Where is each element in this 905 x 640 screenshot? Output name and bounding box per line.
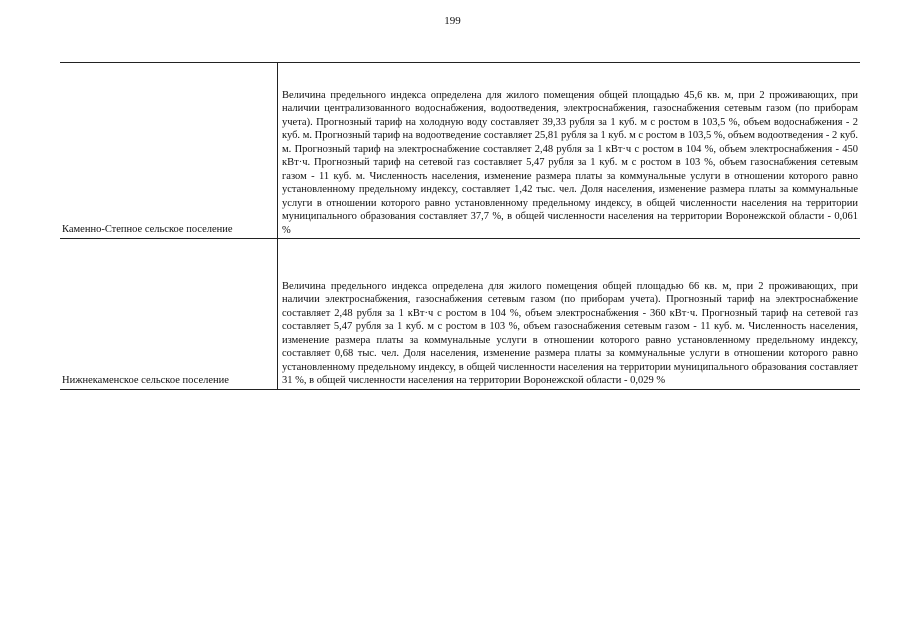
settlement-name-cell <box>60 239 277 389</box>
table-row <box>60 239 860 390</box>
table-row <box>60 63 860 239</box>
index-description-cell: Величина предельного индекса определена для жилого помещения общей площадью 66 кв. м, при 2 проживающих, при наличии электроснабжения, газоснабжения сетевым газом (по приборам учета). Прогнозный тариф на электроснабжение составляет 2,48 рубля за 1 кВт·ч с ростом в 104 %, объем электроснабжения - 360 кВт·ч. Прогнозный тариф на сетевой газ составляет 5,47 рубля за 1 куб. м с ростом в 103 %, объем газоснабжения сетевым газом - 11 куб. м. Численность населения, изменение размера платы за коммунальные услуги в отношении которого равно установленному предельному индексу, составляет 0,68 тыс. чел. Доля населения, изменение размера платы за коммунальные услуги в отношении которого равно установленному предельному индексу, в общей численности населения на территории муниципального образования составляет 31 %, в общей численности населения на территории Воронежской области - 0,029 % <box>277 239 860 389</box>
settlement-name: Нижнекаменское сельское поселение <box>62 374 229 386</box>
settlements-table <box>60 62 860 390</box>
index-description-cell: Величина предельного индекса определена для жилого помещения общей площадью 45,6 кв. м, при 2 проживающих, при наличии централизованного водоснабжения, водоотведения, электроснабжения, газоснабжения сетевым газом (по приборам учета). Прогнозный тариф на холодную воду составляет 39,33 рубля за 1 куб. м с ростом в 103,5 %, объем водоснабжения - 2 куб. м. Прогнозный тариф на водоотведение составляет 25,81 рубля за 1 куб. м с ростом в 103,5 %, объем водоотведения - 2 куб. м. Прогнозный тариф на электроснабжение составляет 2,48 рубля за 1 кВт·ч с ростом в 104 %, объем электроснабжения - 450 кВт·ч. Прогнозный тариф на сетевой газ составляет 5,47 рубля за 1 куб. м с ростом в 103 %, объем газоснабжения сетевым газом - 11 куб. м. Численность населения, изменение размера платы за коммунальные услуги в отношении которого равно установленному предельному индексу, составляет 1,42 тыс. чел. Доля населения, изменение размера платы за коммунальные услуги в отношении которого равно установленному предельному индексу, в общей численности населения на территории муниципального образования составляет 37,7 %, в общей численности населения на территории Воронежской области - 0,061 % <box>277 63 860 238</box>
settlement-name: Каменно-Степное сельское поселение <box>62 223 233 235</box>
settlement-name-cell <box>60 63 277 238</box>
page-number: 199 <box>444 15 461 27</box>
